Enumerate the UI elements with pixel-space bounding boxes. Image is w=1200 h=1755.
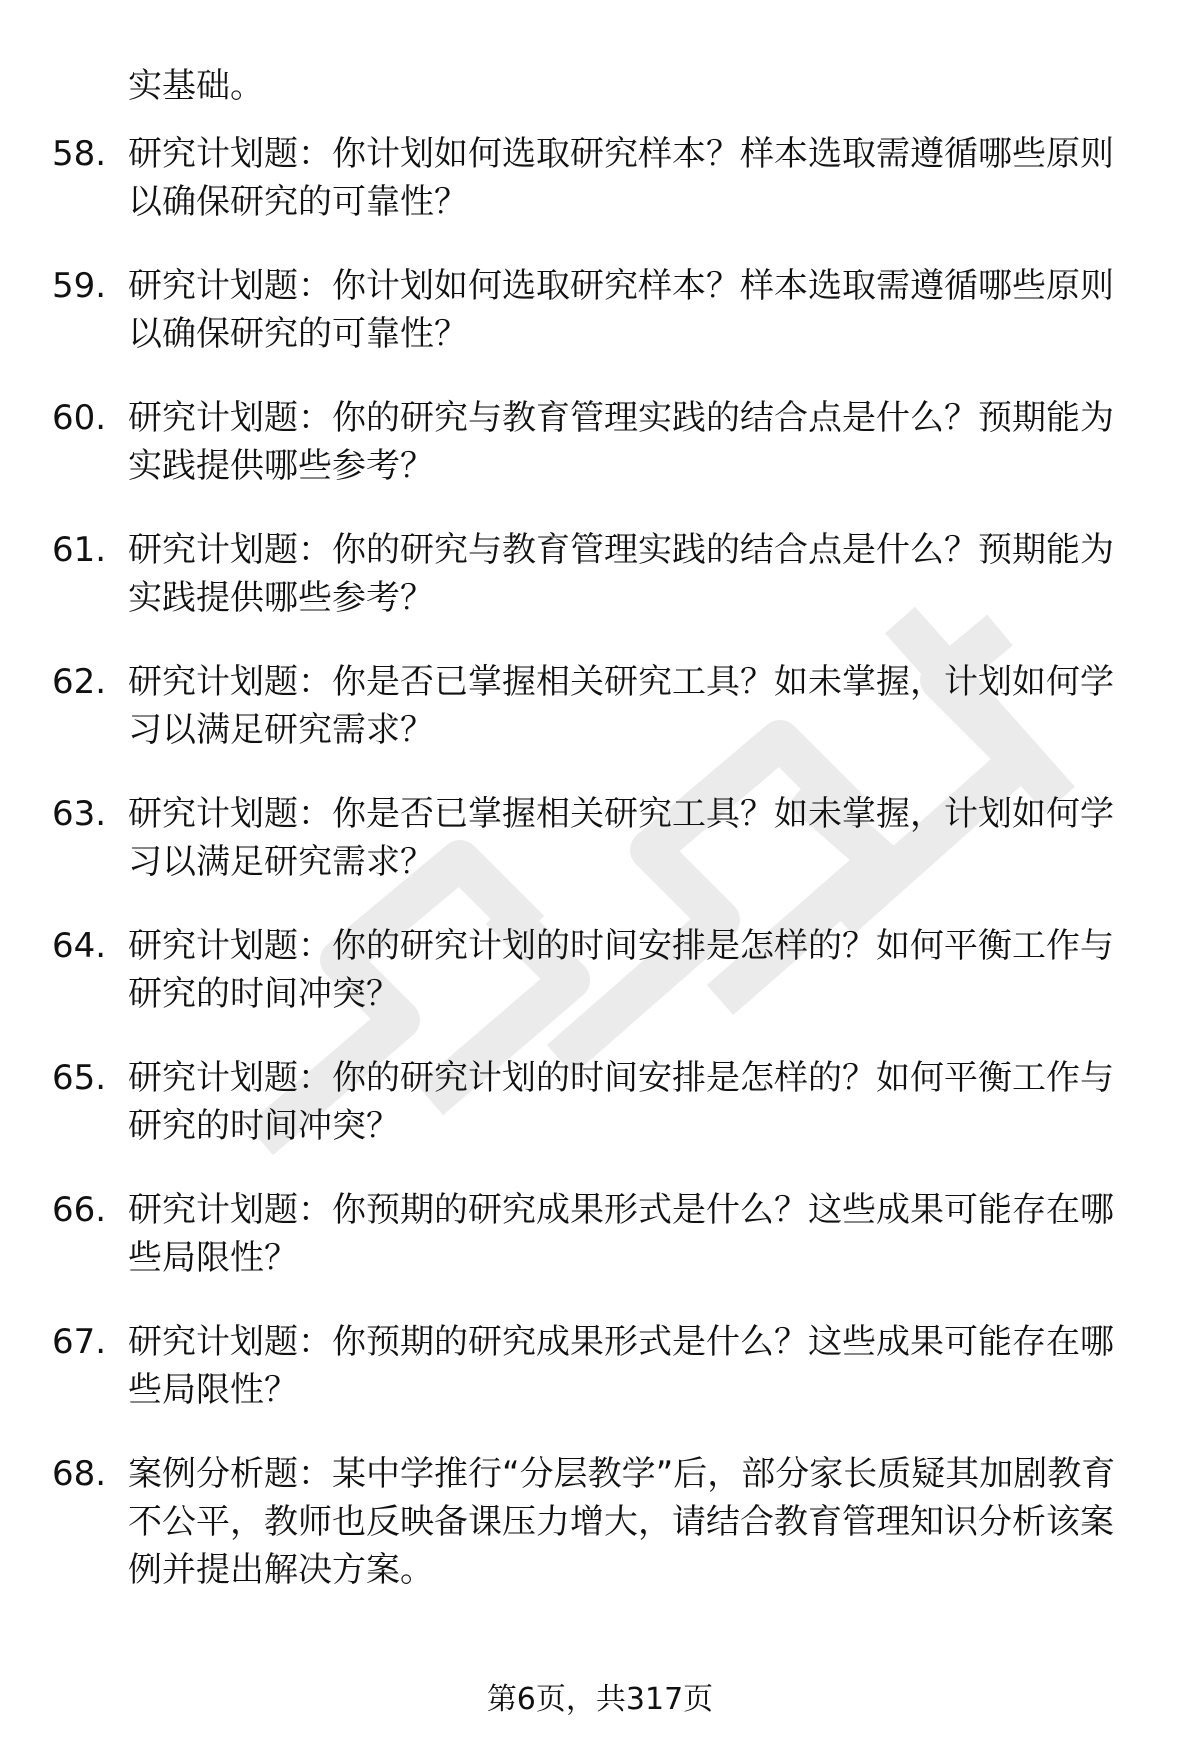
question-text: 研究计划题：你的研究计划的时间安排是怎样的？如何平衡工作与研究的时间冲突？ — [128, 1058, 1114, 1146]
question-item — [0, 790, 1138, 886]
question-item — [0, 130, 1138, 226]
question-item — [0, 1186, 1138, 1282]
question-text: 研究计划题：你计划如何选取研究样本？样本选取需遵循哪些原则以确保研究的可靠性？ — [128, 134, 1114, 222]
continuation-text: 实基础。 — [128, 66, 264, 106]
question-text: 研究计划题：你是否已掌握相关研究工具？如未掌握，计划如何学习以满足研究需求？ — [128, 662, 1114, 750]
question-number: 64. — [52, 926, 107, 966]
question-text: 研究计划题：你的研究计划的时间安排是怎样的？如何平衡工作与研究的时间冲突？ — [128, 926, 1114, 1014]
question-item — [0, 262, 1138, 358]
question-number: 58. — [52, 134, 107, 174]
question-number: 67. — [52, 1322, 107, 1362]
question-number: 60. — [52, 398, 107, 438]
question-text: 研究计划题：你的研究与教育管理实践的结合点是什么？预期能为实践提供哪些参考？ — [128, 530, 1114, 618]
question-number: 68. — [52, 1454, 107, 1494]
question-number: 59. — [52, 266, 107, 306]
question-text: 研究计划题：你的研究与教育管理实践的结合点是什么？预期能为实践提供哪些参考？ — [128, 398, 1114, 486]
question-number: 66. — [52, 1190, 107, 1230]
question-text: 研究计划题：你是否已掌握相关研究工具？如未掌握，计划如何学习以满足研究需求？ — [128, 794, 1114, 882]
question-item — [0, 658, 1138, 754]
question-number: 63. — [52, 794, 107, 834]
question-text: 研究计划题：你预期的研究成果形式是什么？这些成果可能存在哪些局限性？ — [128, 1190, 1114, 1278]
question-item — [0, 526, 1138, 622]
question-item — [0, 1450, 1138, 1594]
question-list — [0, 130, 1200, 1630]
question-text: 研究计划题：你预期的研究成果形式是什么？这些成果可能存在哪些局限性？ — [128, 1322, 1114, 1410]
question-number: 65. — [52, 1058, 107, 1098]
question-text: 案例分析题：某中学推行“分层教学”后，部分家长质疑其加剧教育不公平，教师也反映备课压力增大，请结合教育管理知识分析该案例并提出解决方案。 — [128, 1454, 1116, 1590]
page-footer: 第6页，共317页 — [486, 1682, 714, 1717]
question-item — [0, 922, 1138, 1018]
question-item — [0, 394, 1138, 490]
question-number: 61. — [52, 530, 107, 570]
question-text: 研究计划题：你计划如何选取研究样本？样本选取需遵循哪些原则以确保研究的可靠性？ — [128, 266, 1114, 354]
question-number: 62. — [52, 662, 107, 702]
question-item — [0, 1318, 1138, 1414]
question-item — [0, 1054, 1138, 1150]
